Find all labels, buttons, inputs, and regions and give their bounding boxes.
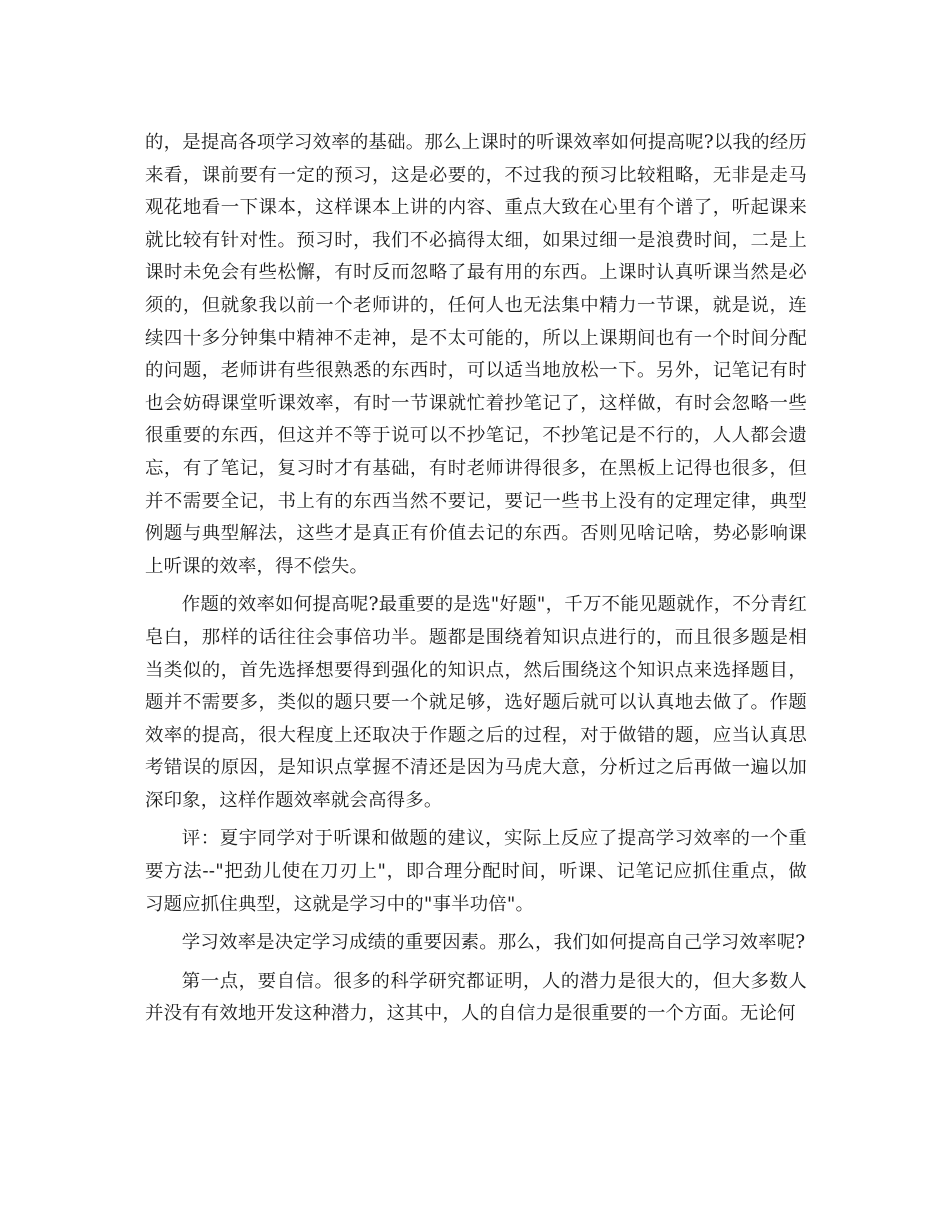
paragraph-2: 作题的效率如何提高呢?最重要的是选"好题"，千万不能见题就作，不分青红皂白，那样的话往往会事倍功半。题都是围绕着知识点进行的，而且很多题是相当类似的，首先选择想要得到强化的知识点，然后围绕这个知识点来选择题目，题并不需要多，类似的题只要一个就足够，选好题后就可以认真地去做了。作题效率的提高，很大程度上还取决于作题之后的过程，对于做错的题，应当认真思考错误的原因，是知识点掌握不清还是因为马虎大意，分析过之后再做一遍以加深印象，这样作题效率就会高得多。 <box>145 594 807 811</box>
paragraph-1: 的，是提高各项学习效率的基础。那么上课时的听课效率如何提高呢?以我的经历来看，课前要有一定的预习，这是必要的，不过我的预习比较粗略，无非是走马观花地看一下课本，这样课本上讲的内容、重点大致在心里有个谱了，听起课来就比较有针对性。预习时，我们不必搞得太细，如果过细一是浪费时间，二是上课时未免会有些松懈，有时反而忽略了最有用的东西。上课时认真听课当然是必须的，但就象我以前一个老师讲的，任何人也无法集中精力一节课，就是说，连续四十多分钟集中精神不走神，是不太可能的，所以上课期间也有一个时间分配的问题，老师讲有些很熟悉的东西时，可以适当地放松一下。另外，记笔记有时也会妨碍课堂听课效率，有时一节课就忙着抄笔记了，这样做，有时会忽略一些很重要的东西，但这并不等于说可以不抄笔记，不抄笔记是不行的，人人都会遗忘，有了笔记，复习时才有基础，有时老师讲得很多，在黑板上记得也很多，但并不需要全记，书上有的东西当然不要记，要记一些书上没有的定理定律，典型例题与典型解法，这些才是真正有价值去记的东西。否则见啥记啥，势必影响课上听课的效率，得不偿失。 <box>145 132 807 577</box>
paragraph-4: 学习效率是决定学习成绩的重要因素。那么，我们如何提高自己学习效率呢? <box>181 932 806 954</box>
paragraph-3: 评：夏宇同学对于听课和做题的建议，实际上反应了提高学习效率的一个重要方法--"把劲儿使在刀刃上"，即合理分配时间，听课、记笔记应抓住重点，做习题应抓住典型，这就是学习中的"事半功倍"。 <box>145 828 807 915</box>
paragraph-5: 第一点，要自信。很多的科学研究都证明，人的潜力是很大的，但大多数人并没有有效地开发这种潜力，这其中，人的自信力是很重要的一个方面。无论何 <box>145 970 807 1025</box>
document-body <box>145 127 807 1037</box>
